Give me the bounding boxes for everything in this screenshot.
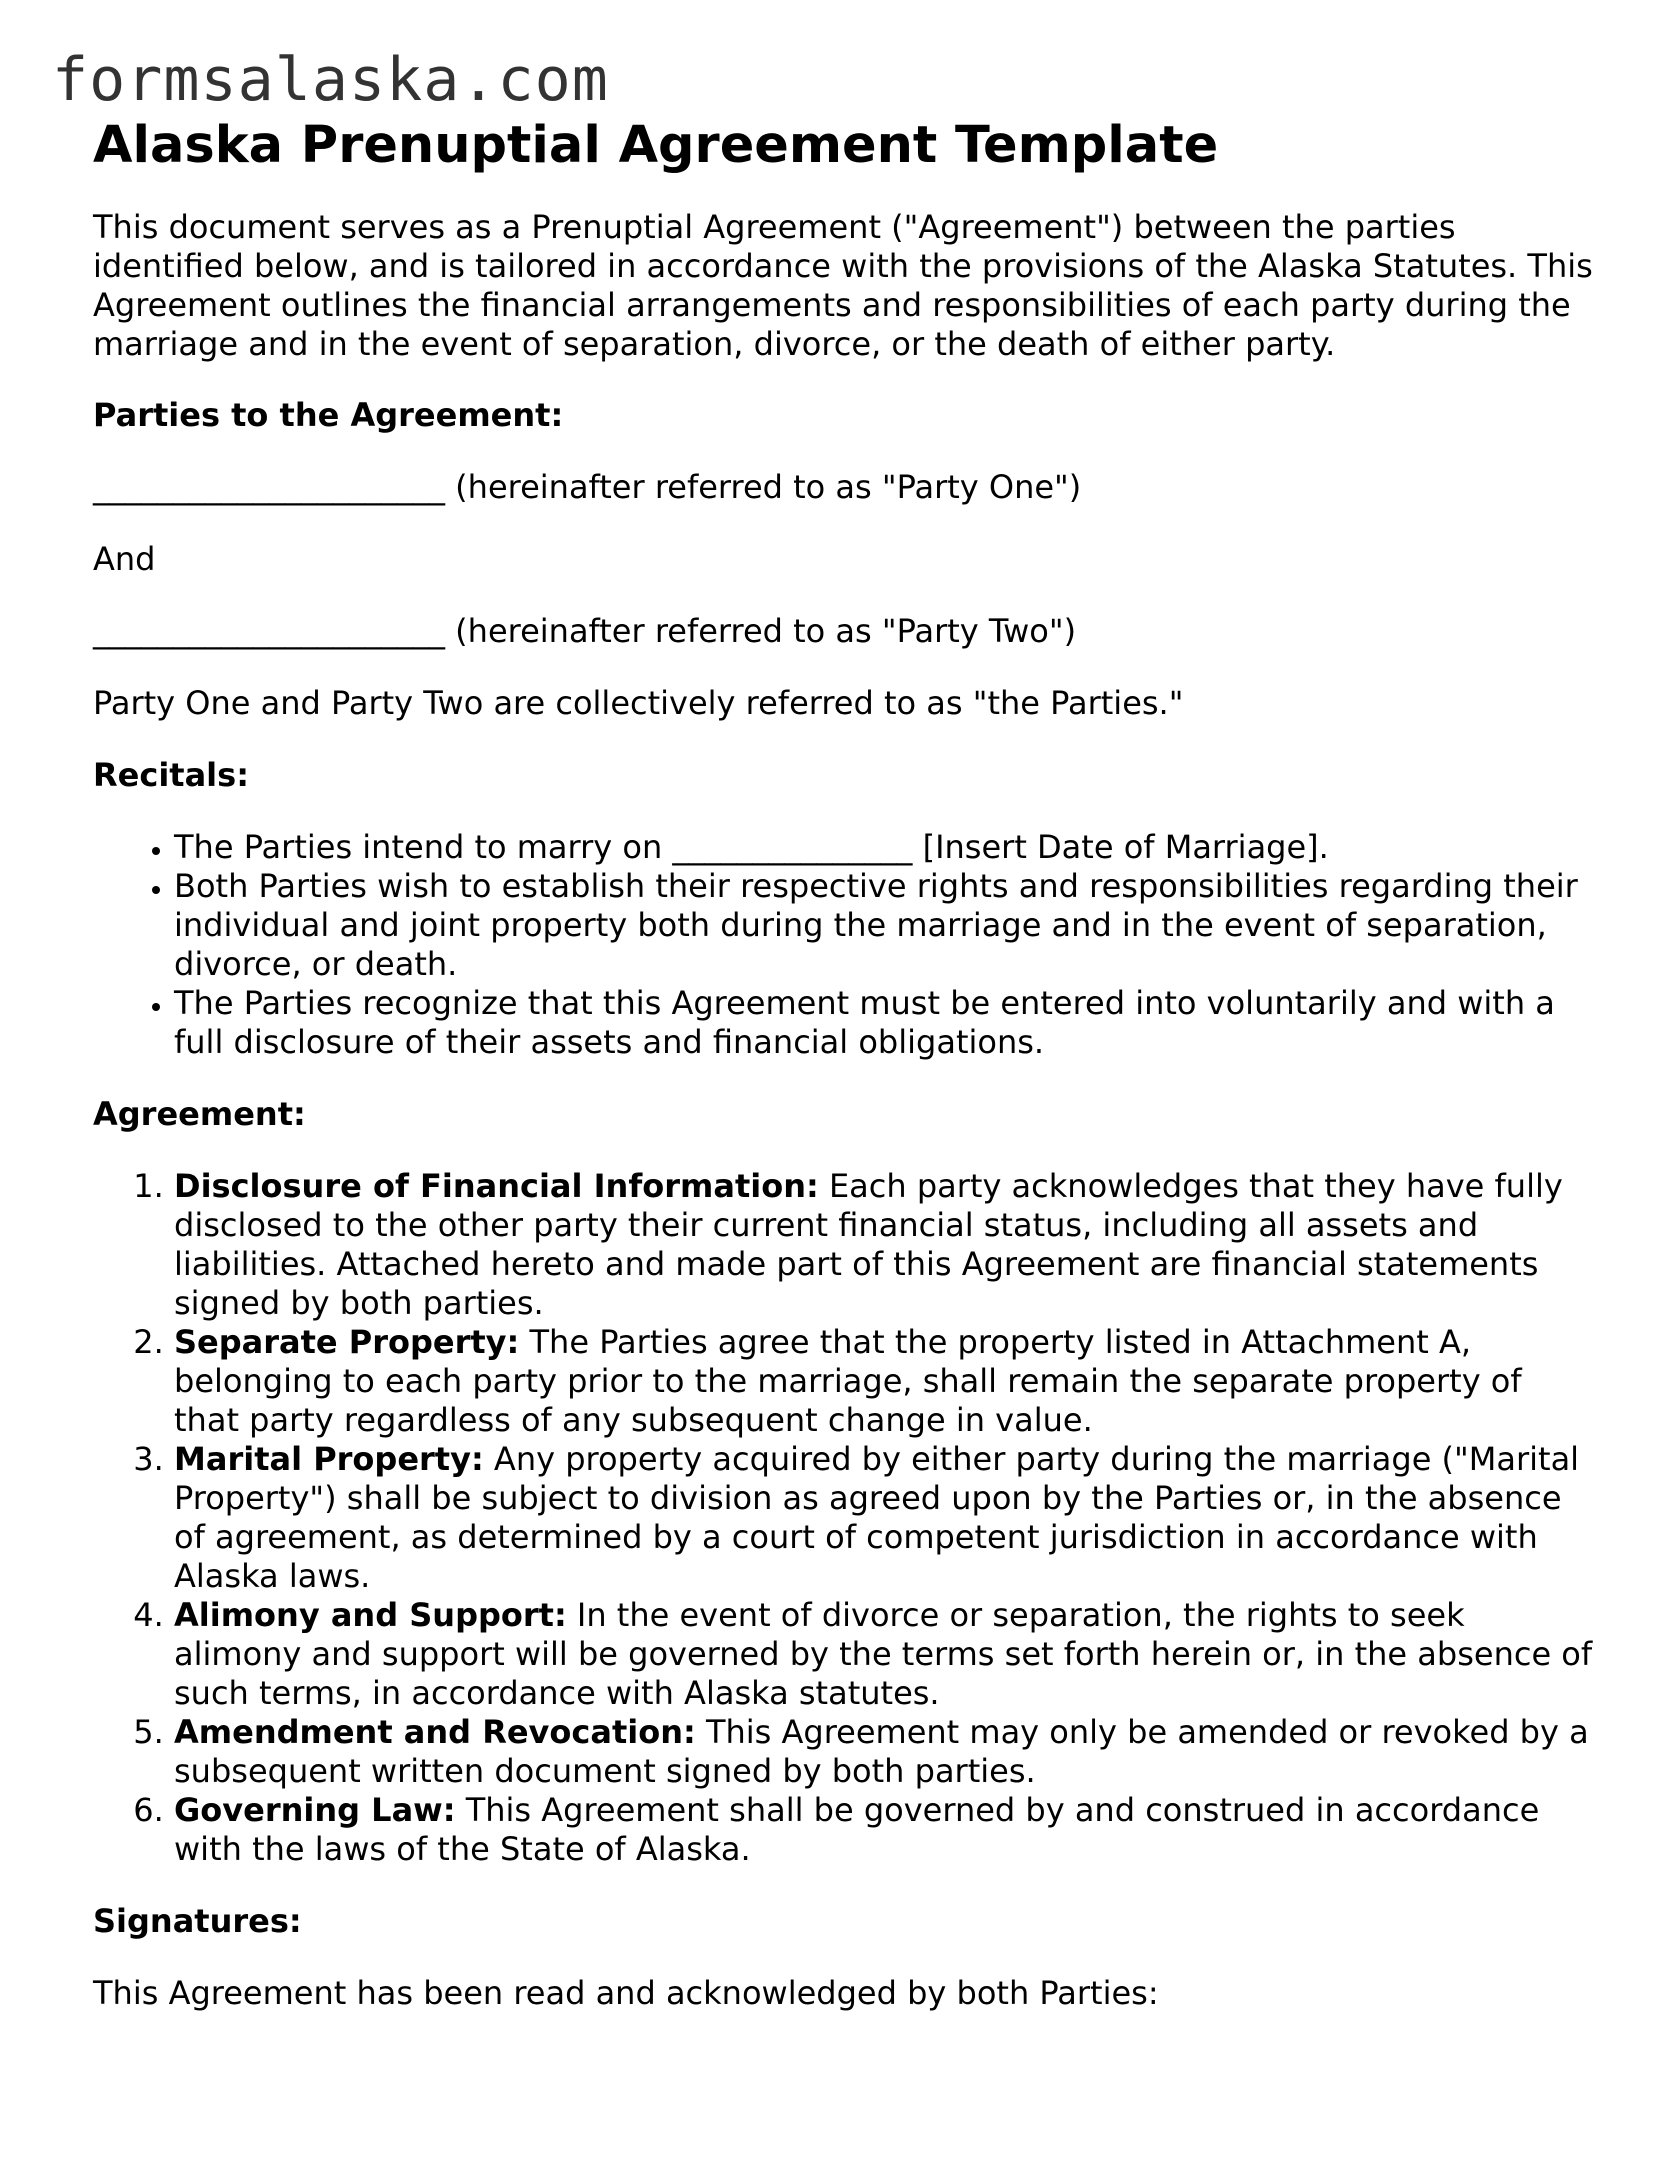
agreement-item — [174, 1440, 1593, 1596]
agreement-item-text: This Agreement shall be governed by and construed in accordance with the laws of the State of Alaska. — [174, 1791, 1540, 1868]
agreement-item-text: Each party acknowledges that they have fully disclosed to the other party their current financial status, including all assets and liabilities. Attached hereto and made part of this Agreement are financial statements signed by both parties. — [174, 1167, 1563, 1322]
page-title: Alaska Prenuptial Agreement Template — [93, 116, 1219, 175]
recital-item: • The Parties recognize that this Agreement must be entered into voluntarily and with a full disclosure of their assets and financial obligations. — [174, 984, 1593, 1062]
agreement-list — [93, 1167, 1593, 1869]
watermark: formsalaska.com — [52, 45, 609, 115]
intro-paragraph: This document serves as a Prenuptial Agreement ("Agreement") between the parties identified below, and is tailored in accordance with the provisions of the Alaska Statutes. This Agreement outlines the financial arrangements and responsibilities of each party during the marriage and in the event of separation, divorce, or the death of either party. — [93, 208, 1593, 363]
and-text: And — [93, 540, 156, 578]
agreement-item-text: Any property acquired by either party during the marriage ("Marital Property") shall be subject to division as agreed upon by the Parties or, in the absence of agreement, as determined by a court of competent jurisdiction in accordance with Alaska laws. — [174, 1440, 1580, 1595]
agreement-item-term: Alimony and Support: — [174, 1596, 567, 1634]
agreement-item-term: Separate Property: — [174, 1323, 520, 1361]
agreement-item-term: Disclosure of Financial Information: — [174, 1167, 819, 1205]
signatures-text: This Agreement has been read and acknowledged by both Parties: — [93, 1974, 1159, 2012]
document-page — [93, 116, 1593, 2013]
agreement-item-text: In the event of divorce or separation, the rights to seek alimony and support will be governed by the terms set forth herein or, in the absence of such terms, in accordance with Alaska statutes. — [174, 1596, 1593, 1712]
signatures-heading: Signatures: — [93, 1902, 302, 1940]
agreement-item — [174, 1323, 1593, 1440]
agreement-item-term: Amendment and Revocation: — [174, 1713, 696, 1751]
agreement-item — [174, 1596, 1593, 1713]
agreement-item-term: Governing Law: — [174, 1791, 456, 1829]
parties-heading: Parties to the Agreement: — [93, 396, 564, 434]
agreement-item — [174, 1167, 1593, 1323]
parties-collective-text: Party One and Party Two are collectively referred to as "the Parties." — [93, 684, 1184, 722]
agreement-item-term: Marital Property: — [174, 1440, 484, 1478]
party-one-line: ______________________ (hereinafter referred to as "Party One") — [93, 468, 1082, 506]
recital-item: • Both Parties wish to establish their respective rights and responsibilities regarding their individual and joint property both during the marriage and in the event of separation, divorce, or death. — [174, 867, 1593, 984]
agreement-item — [174, 1713, 1593, 1791]
agreement-item — [174, 1791, 1593, 1869]
recital-item: • The Parties intend to marry on _______________ [Insert Date of Marriage]. — [174, 828, 1593, 867]
recitals-list — [93, 828, 1593, 1062]
agreement-item-text: The Parties agree that the property listed in Attachment A, belonging to each party prior to the marriage, shall remain the separate property of that party regardless of any subsequent change in value. — [174, 1323, 1522, 1439]
agreement-heading: Agreement: — [93, 1095, 306, 1133]
recitals-heading: Recitals: — [93, 756, 249, 794]
agreement-item-text: This Agreement may only be amended or revoked by a subsequent written document signed by both parties. — [174, 1713, 1589, 1790]
party-two-line: ______________________ (hereinafter referred to as "Party Two") — [93, 612, 1077, 650]
